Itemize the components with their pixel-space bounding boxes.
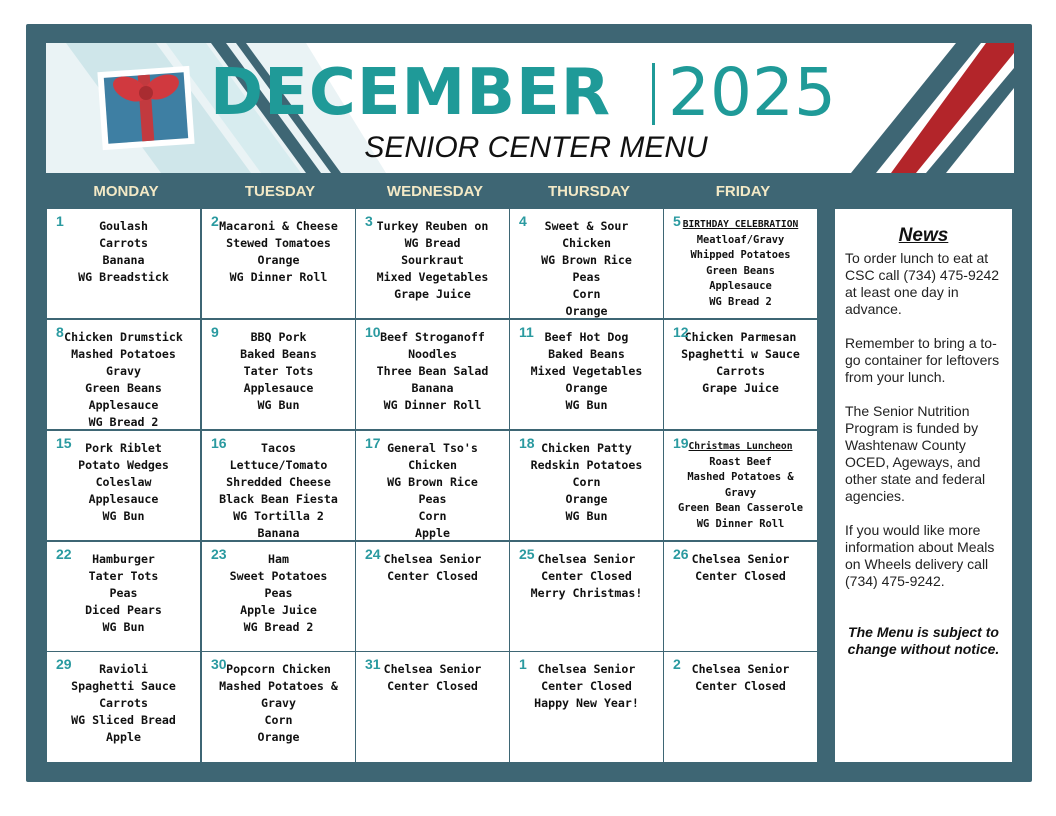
day-cell xyxy=(510,431,663,540)
menu-item: Grape Juice xyxy=(702,381,779,395)
event-heading: BIRTHDAY CELEBRATION xyxy=(682,219,799,230)
day-header-wednesday: WEDNESDAY xyxy=(386,183,484,200)
day-cell xyxy=(202,652,355,762)
menu-item: Peas xyxy=(264,586,293,600)
menu-item: Turkey Reuben on xyxy=(376,219,489,233)
menu-items xyxy=(510,209,663,320)
menu-item: Chelsea Senior xyxy=(383,662,482,676)
day-number: 12 xyxy=(673,324,689,340)
menu-item: Chelsea Senior xyxy=(383,552,482,566)
day-number: 2 xyxy=(211,213,219,229)
day-number: 23 xyxy=(211,546,227,562)
menu-item: Applesauce xyxy=(243,381,314,395)
menu-item: Sourkraut xyxy=(401,253,464,267)
day-number: 2 xyxy=(673,656,681,672)
menu-item: Banana xyxy=(102,253,145,267)
day-cell xyxy=(356,542,509,651)
day-cell xyxy=(664,431,817,540)
menu-item: Corn xyxy=(572,475,601,489)
menu-item: Carrots xyxy=(99,696,148,710)
menu-item: Sweet Potatoes xyxy=(229,569,328,583)
menu-item: Applesauce xyxy=(88,398,159,412)
day-number: 1 xyxy=(519,656,527,672)
menu-item: Apple Juice xyxy=(240,603,317,617)
menu-item: Carrots xyxy=(716,364,765,378)
menu-item: Beef Hot Dog xyxy=(544,330,629,344)
day-header-tuesday: TUESDAY xyxy=(244,183,316,200)
menu-item: Shredded Cheese xyxy=(226,475,331,489)
title-year: 2025 xyxy=(668,54,836,131)
gift-icon xyxy=(96,61,196,151)
menu-item: Corn xyxy=(264,713,293,727)
menu-item: Three Bean Salad xyxy=(376,364,489,378)
menu-item: Peas xyxy=(418,492,447,506)
menu-item: Applesauce xyxy=(88,492,159,506)
news-paragraph: To order lunch to eat at CSC call (734) 475-9242 at least one day in advance. xyxy=(845,250,1000,317)
day-cell xyxy=(202,320,355,429)
menu-items xyxy=(356,209,509,303)
menu-item: WG Bread 2 xyxy=(709,295,772,308)
menu-item: Chicken Patty xyxy=(541,441,632,455)
day-cell xyxy=(664,320,817,429)
day-number: 26 xyxy=(673,546,689,562)
day-cell xyxy=(47,209,200,318)
day-cell xyxy=(202,209,355,318)
menu-item: Merry Christmas! xyxy=(530,586,643,600)
menu-item: WG Bread xyxy=(404,236,461,250)
menu-item: Center Closed xyxy=(695,679,786,693)
menu-item: Macaroni & Cheese xyxy=(219,219,338,233)
day-cell xyxy=(47,652,200,762)
menu-item: Tater Tots xyxy=(243,364,314,378)
menu-item: Whipped Potatoes xyxy=(690,249,791,261)
day-number: 22 xyxy=(56,546,72,562)
menu-items xyxy=(664,209,817,310)
menu-item: Hamburger xyxy=(92,552,155,566)
menu-grid xyxy=(47,209,817,762)
day-header-thursday: THURSDAY xyxy=(548,183,630,200)
menu-item: WG Dinner Roll xyxy=(229,270,328,284)
day-number: 15 xyxy=(56,435,72,451)
day-number: 10 xyxy=(365,324,381,340)
menu-item: Center Closed xyxy=(541,679,632,693)
menu-items xyxy=(202,320,355,414)
menu-item: Chicken xyxy=(562,236,611,250)
menu-items xyxy=(47,209,200,286)
day-number: 29 xyxy=(56,656,72,672)
day-cell xyxy=(510,320,663,429)
menu-item: Spaghetti w Sauce xyxy=(681,347,800,361)
menu-item: Orange xyxy=(565,381,608,395)
menu-item: Gravy xyxy=(724,486,757,499)
day-number: 18 xyxy=(519,435,535,451)
menu-item: Orange xyxy=(257,730,300,744)
menu-item: Noodles xyxy=(408,347,457,361)
menu-item: Tacos xyxy=(261,441,296,455)
day-number: 4 xyxy=(519,213,527,229)
menu-item: WG Bread 2 xyxy=(88,415,159,429)
day-header-friday: FRIDAY xyxy=(715,183,771,200)
menu-item: Gravy xyxy=(261,696,296,710)
menu-item: Green Beans xyxy=(706,264,775,277)
menu-item: Mashed Potatoes & xyxy=(219,679,338,693)
menu-item: Chelsea Senior xyxy=(691,552,790,566)
page-subtitle: SENIOR CENTER MENU xyxy=(364,131,708,164)
menu-item: Peas xyxy=(572,270,601,284)
menu-item: Popcorn Chicken xyxy=(226,662,331,676)
menu-item: WG Bun xyxy=(257,398,300,412)
day-cell xyxy=(356,431,509,540)
header-banner xyxy=(46,43,1014,173)
day-cell xyxy=(47,431,200,540)
menu-item: Chicken Parmesan xyxy=(684,330,797,344)
menu-notice: The Menu is subject to change without notice. xyxy=(847,624,1000,657)
menu-item: WG Bread 2 xyxy=(243,620,314,634)
menu-item: WG Bun xyxy=(565,398,608,412)
title-divider xyxy=(652,63,655,125)
menu-item: WG Sliced Bread xyxy=(71,713,176,727)
menu-item: Diced Pears xyxy=(85,603,162,617)
day-cell xyxy=(47,542,200,651)
menu-item: Ravioli xyxy=(99,662,148,676)
day-cell xyxy=(510,652,663,762)
menu-item: Meatloaf/Gravy xyxy=(696,233,785,246)
menu-items xyxy=(47,320,200,431)
menu-item: Green Beans xyxy=(85,381,162,395)
menu-item: Lettuce/Tomato xyxy=(229,458,328,472)
menu-item: WG Brown Rice xyxy=(541,253,632,267)
day-cell xyxy=(510,209,663,318)
menu-item: Gravy xyxy=(106,364,141,378)
menu-item: Peas xyxy=(109,586,138,600)
menu-item: Mashed Potatoes xyxy=(71,347,176,361)
menu-item: Orange xyxy=(565,492,608,506)
menu-item: Banana xyxy=(411,381,454,395)
day-number: 11 xyxy=(519,324,534,340)
day-number: 24 xyxy=(365,546,381,562)
menu-item: Baked Beans xyxy=(548,347,625,361)
menu-item: WG Brown Rice xyxy=(387,475,478,489)
day-number: 5 xyxy=(673,213,681,229)
day-header-monday: MONDAY xyxy=(93,183,159,200)
menu-item: General Tso's xyxy=(387,441,478,455)
menu-item: Orange xyxy=(257,253,300,267)
day-cell xyxy=(202,542,355,651)
menu-item: Spaghetti Sauce xyxy=(71,679,176,693)
day-cell xyxy=(664,209,817,318)
day-number: 16 xyxy=(211,435,227,451)
menu-items xyxy=(202,209,355,286)
menu-items xyxy=(664,652,817,695)
title-month: DECEMBER xyxy=(210,56,611,130)
menu-item: Carrots xyxy=(99,236,148,250)
day-cell xyxy=(202,431,355,540)
menu-item: Roast Beef xyxy=(709,455,772,468)
menu-item: Mashed Potatoes & xyxy=(687,471,794,483)
menu-item: Pork Riblet xyxy=(85,441,162,455)
news-paragraph: The Senior Nutrition Program is funded by Washtenaw County OCED, Ageways, and other state and federal agencies. xyxy=(845,403,986,504)
menu-item: Coleslaw xyxy=(95,475,152,489)
day-cell xyxy=(510,542,663,651)
menu-item: WG Breadstick xyxy=(78,270,169,284)
menu-item: Corn xyxy=(572,287,601,301)
day-cell xyxy=(664,542,817,651)
menu-item: Tater Tots xyxy=(88,569,159,583)
menu-item: Chicken Drumstick xyxy=(64,330,183,344)
menu-item: Orange xyxy=(565,304,608,318)
menu-item: Stewed Tomatoes xyxy=(226,236,331,250)
day-cell xyxy=(356,652,509,762)
menu-item: Green Bean Casserole xyxy=(677,502,804,514)
news-paragraph: If you would like more information about Meals on Wheels delivery call (734) 475-9242. xyxy=(845,522,995,589)
day-number: 19 xyxy=(673,435,689,451)
menu-item: Sweet & Sour xyxy=(544,219,629,233)
menu-item: Chicken xyxy=(408,458,457,472)
day-cell xyxy=(664,652,817,762)
menu-item: Black Bean Fiesta xyxy=(219,492,338,506)
day-number: 3 xyxy=(365,213,373,229)
news-paragraph: Remember to bring a to-go container for leftovers from your lunch. xyxy=(845,335,1000,385)
menu-items xyxy=(510,652,663,712)
menu-item: WG Dinner Roll xyxy=(383,398,482,412)
menu-item: Baked Beans xyxy=(240,347,317,361)
menu-item: WG Bun xyxy=(102,509,145,523)
menu-item: WG Tortilla 2 xyxy=(233,509,324,523)
news-title: News xyxy=(898,225,949,246)
menu-item: Mixed Vegetables xyxy=(376,270,489,284)
day-number: 17 xyxy=(365,435,381,451)
menu-item: Ham xyxy=(268,552,289,566)
menu-item: Chelsea Senior xyxy=(691,662,790,676)
menu-item: Happy New Year! xyxy=(534,696,639,710)
day-number: 25 xyxy=(519,546,535,562)
day-number: 30 xyxy=(211,656,227,672)
menu-item: WG Bun xyxy=(565,509,608,523)
menu-item: Applesauce xyxy=(709,280,772,292)
menu-item: WG Bun xyxy=(102,620,145,634)
day-cell xyxy=(356,320,509,429)
menu-item: Banana xyxy=(257,526,300,540)
menu-item: Grape Juice xyxy=(394,287,471,301)
menu-item: Chelsea Senior xyxy=(537,552,636,566)
news-panel xyxy=(835,209,1012,762)
menu-item: Chelsea Senior xyxy=(537,662,636,676)
day-number: 1 xyxy=(56,213,64,229)
menu-item: Mixed Vegetables xyxy=(530,364,643,378)
menu-item: Redskin Potatoes xyxy=(530,458,643,472)
menu-item: Corn xyxy=(418,509,447,523)
menu-item: Apple xyxy=(106,730,141,744)
menu-item: Potato Wedges xyxy=(78,458,169,472)
menu-item: Center Closed xyxy=(387,679,478,693)
day-number: 8 xyxy=(56,324,64,340)
menu-item: BBQ Pork xyxy=(250,330,307,344)
menu-item: Goulash xyxy=(99,219,148,233)
menu-item: Apple xyxy=(415,526,450,540)
menu-item: Beef Stroganoff xyxy=(380,330,485,344)
day-number: 31 xyxy=(365,656,381,672)
menu-item: Center Closed xyxy=(695,569,786,583)
menu-item: Center Closed xyxy=(541,569,632,583)
event-heading: Christmas Luncheon xyxy=(688,441,793,452)
day-cell xyxy=(47,320,200,429)
day-cell xyxy=(356,209,509,318)
day-number: 9 xyxy=(211,324,219,340)
menu-item: Center Closed xyxy=(387,569,478,583)
menu-item: WG Dinner Roll xyxy=(696,517,785,530)
